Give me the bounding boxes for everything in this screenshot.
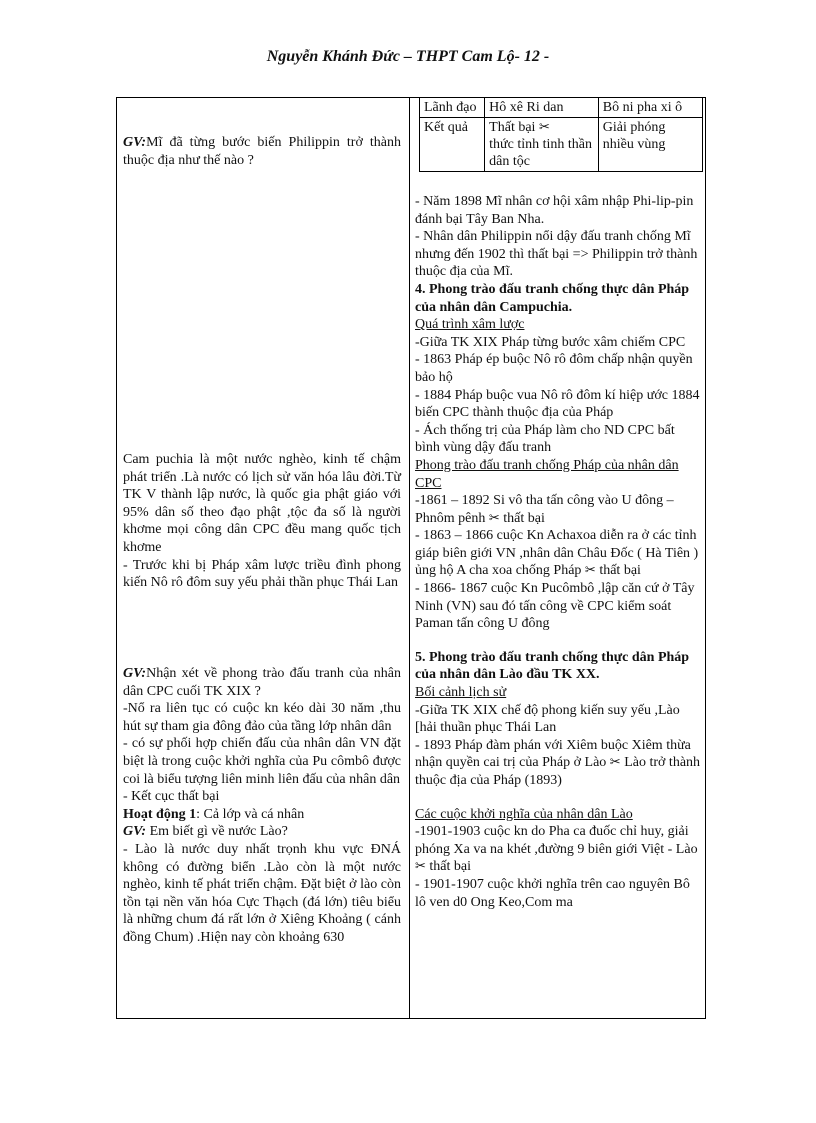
subheading: Phong trào đấu tranh chống Pháp của nhân dân CPC [415, 457, 679, 491]
lao-text: - Lào là nước duy nhất trọnh khu vực ĐNÁ không có đường biển .Lào còn là một nước nghèo, kinh tế phát triển chậm. Đặt biệt ở lào còn tồn tại nền văn hóa Cực Thạch (đá lớn) tiêu biểu là những chum đá rất lớn ở Xiêng Khoảng ( cánh đồng Chum) .Hiện nay còn khoảng 630 [123, 841, 401, 945]
text-line: thất bại [595, 563, 641, 579]
text-line: - 1863 – 1866 cuộc Kn Achaxoa diễn ra ở các tỉnh giáp biên giới VN ,nhân dân Châu Đốc ( Hà Tiên ) ủng hộ A cha xoa chống Pháp [415, 528, 699, 579]
scissors-icon: ✂ [609, 755, 621, 771]
section-4-title: 4. Phong trào đấu tranh chống thực dân Pháp của nhân dân Campuchia. [415, 281, 690, 315]
text-line: -Giữa TK XIX chế độ phong kiến suy yếu ,Lào [hải thuần phục Thái Lan [415, 702, 680, 736]
scissors-icon: ✂ [415, 859, 426, 875]
cell-text: Thất bại [489, 120, 536, 135]
gv-label: GV: [123, 666, 147, 681]
text-line: - Ách thống trị của Pháp làm cho ND CPC bất bình vùng dậy đấu tranh [415, 422, 675, 456]
section-5-title: 5. Phong trào đấu tranh chống thực dân Pháp của nhân dân Lào đầu TK XX. [415, 649, 690, 683]
cpc-discussion [123, 665, 401, 947]
campuchia-before: - Trước khi bị Pháp xâm lược triều đình phong kiến Nô rô đôm suy yếu phải thần phục Thái Lan [123, 557, 401, 591]
text-line: - Nhân dân Philippin nổi dậy đấu tranh chống Mĩ nhưng đến 1902 thì thất bại => Philippin trở thành thuộc địa của Mĩ. [415, 229, 698, 280]
text-line: thất bại [499, 510, 545, 526]
question-text: Em biết gì về nước Lào? [146, 824, 288, 840]
page-header: Nguyễn Khánh Đức – THPT Cam Lộ- 12 - [266, 48, 550, 65]
leaders-table-wrap [415, 98, 703, 193]
column-divider [409, 98, 410, 1018]
text-line: - Năm 1898 Mĩ nhân cơ hội xâm nhập Phi-lip-pin đánh bại Tây Ban Nha. [415, 194, 694, 227]
text-line: - 1901-1907 cuộc khởi nghĩa trên cao nguyên Bô lô ven d0 Ong Keo,Com ma [415, 876, 690, 910]
text-line: - 1893 Pháp đàm phán với Xiêm buộc Xiêm thừa nhận quyền cai trị của Pháp ở Lào [415, 737, 691, 771]
question-text: Nhận xét về phong trào đấu tranh của nhân dân CPC cuối TK XIX ? [123, 666, 401, 699]
text-line: - 1866- 1867 cuộc Kn Pucômbô ,lập căn cứ ở Tây Ninh (VN) sau đó tấn công về CPC kiểm soát Paman tấn công U đông [415, 581, 695, 632]
text-line: -1861 – 1892 Si vô tha tấn công vào U đông – Phnôm pênh [415, 493, 674, 526]
text-line: - 1863 Pháp ép buộc Nô rô đôm chấp nhận quyền bảo hộ [415, 352, 693, 385]
gv-label: GV: [123, 824, 147, 840]
scissors-icon: ✂ [584, 563, 596, 579]
activity-text: : Cả lớp và cá nhân [196, 806, 305, 822]
leaders-table [419, 97, 703, 172]
gv-label: GV: [123, 135, 147, 150]
table-cell: Hô xê Ri dan [485, 98, 599, 118]
question-text: Mĩ đã từng bước biến Philippin trở thành thuộc địa như thế nào ? [123, 135, 401, 168]
cpc-point: - có sự phối hợp chiến đấu của nhân dân VN đặt biệt là trong cuộc khởi nghĩa của Pu cômbô được coi là biểu tượng liên minh liên đấu của nhân dân [123, 736, 401, 787]
scissors-icon: ✂ [538, 120, 550, 135]
text-line: Lào trở thành thuộc địa của Pháp (1893) [415, 755, 701, 788]
right-content [415, 193, 703, 911]
table-cell: Giải phóng nhiều vùng [598, 118, 702, 172]
text-line: -1901-1903 cuộc kn do Pha ca đuốc chỉ huy, giải phóng Xa va na khét ,đường 9 biên giới Việt - Lào [415, 824, 698, 857]
campuchia-intro: Cam puchia là một nước nghèo, kinh tế chậm phát triển .Là nước có lịch sử văn hóa lâu đời.Từ TK V thành lập nước, là quốc gia phật giáo với 95% dân số theo đạo phật ,tộc đa số là người khơme mọi công dân CPC đều mang quốc tịch khơme [123, 452, 401, 555]
campuchia-notes [123, 451, 401, 592]
scissors-icon: ✂ [488, 510, 500, 526]
cpc-point: -Nổ ra liên tục có cuộc kn kéo dài 30 năm ,thu hút sự tham gia đông đảo của tầng lớp nhân dân [123, 701, 401, 734]
table-cell: Kết quả [420, 118, 485, 172]
table-cell [485, 118, 599, 172]
lesson-table [116, 97, 706, 1019]
table-cell: Lãnh đạo [420, 98, 485, 118]
text-line: - 1884 Pháp buộc vua Nô rô đôm kí hiệp ước 1884 biến CPC thành thuộc địa của Pháp [415, 387, 700, 421]
activity-label: Hoạt động 1 [123, 806, 197, 822]
subheading: Bối cảnh lịch sử [415, 685, 507, 701]
cell-text: thức tỉnh tinh thần dân tộc [489, 137, 593, 169]
text-line: thất bại [425, 859, 472, 875]
text-line: -Giữa TK XIX Pháp từng bước xâm chiếm CPC [415, 334, 686, 350]
table-cell: Bô ni pha xi ô [598, 98, 702, 118]
question-philippin [123, 134, 401, 169]
subheading: Quá trình xâm lược [415, 317, 525, 333]
cpc-point: - Kết cục thất bại [123, 789, 220, 805]
subheading: Các cuộc khởi nghĩa của nhân dân Lào [415, 806, 633, 822]
